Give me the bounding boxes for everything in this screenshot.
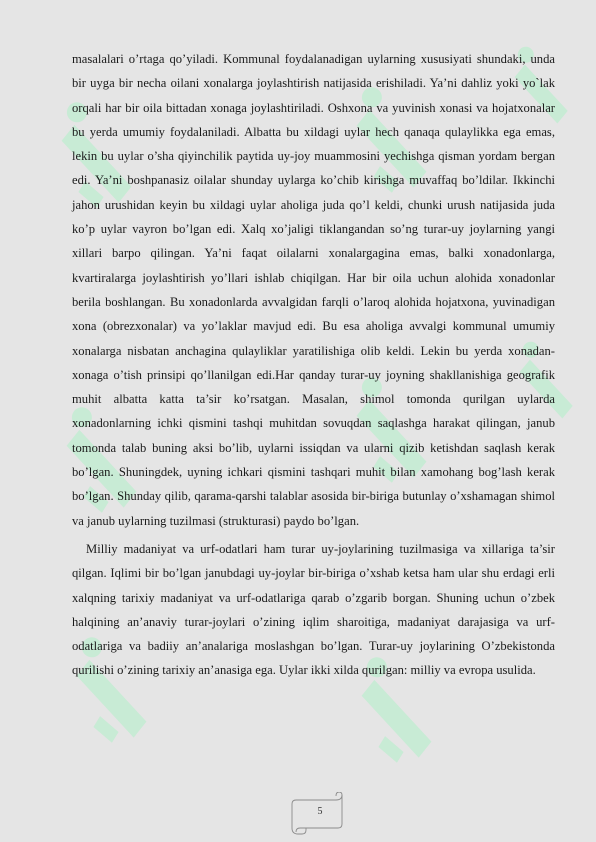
document-body — [72, 47, 555, 683]
paragraph-1: masalalari o’rtaga qo’yiladi. Kommunal foydalanadigan uylarning xususiyati shundaki, unda bir uyga bir necha oilani xonalarga joylashtirish natijasida erishiladi. Ya’ni dahliz yoki yo`lak orqali har bir oila bittadan xonaga joylashtiriladi. Oshxona va yuvinish xonasi va hojatxonalar bu yerda umumiy foydalaniladi. Albatta bu xildagi uylar hech qanaqa qulaylikka ega emas, lekin bu uylar o’sha qiyinchilik paytida uy-joy muammosini yechishga qisman yordam bergan edi. Ya’ni boshpanasiz oilalar shunday uylarga ko’chib kirishga muvaffaq bo’ldilar. Ikkinchi jahon urushidan keyin bu xildagi uylar aholiga juda qo’l keldi, chunki urush natijasida juda ko’p uylar vayron bo’lgan edi. Xalq xo’jaligi tiklangandan so’ng turar-uy joylarning yangi xillari barpo qilingan. Ya’ni faqat oilalarni xonalargagina emas, balki xonadonlarga, kvartiralarga joylashtirish yo’llari ishlab chiqilgan. Har bir oila uchun alohida xonadonlar berila boshlangan. Bu xonadonlarda avvalgidan farqli o’laroq alohida hojatxona, yuvinadigan xona (obrezxonalar) va yo’laklar mavjud edi. Bu esa aholiga avvalgi kommunal umumiy xonalarga nisbatan anchagina qulayliklar yaratilishiga olib keldi. Lekin bu yerda xonadan-xonaga o’tish prinsipi qo’llanilgan edi.Har qanday turar-uy joyning shakllanishiga geografik muhit albatta katta ta’sir ko’rsatgan. Masalan, shimol tomonda qurilgan uylarda xonadonlarning ichki qismini tashqi muhitdan sovuqdan saqlashga harakat qilingan, janub tomonda talab buning aksi bo’lib, uylarni issiqdan va ularni qizib ketishdan saqlash kerak bo’lgan. Shuningdek, uyning ichkari qismini tashqari muhit bilan xamohang bog’lash kerak bo’lgan. Shunday qilib, qarama-qarshi talablar asosida bir-biriga butunlay o’xshamagan shimol va janub uylarning tuzilmasi (strukturasi) paydo bo’lgan. — [72, 52, 555, 528]
paragraph-2: Milliy madaniyat va urf-odatlari ham turar uy-joylarining tuzilmasiga va xillariga ta’sir qilgan. Iqlimi bir bo’lgan janubdagi uy-joylar bir-biriga o’xshab ketsa ham ular shu erdagi erli xalqning tarixiy madaniyat va urf-odatlariga qarab o’zgarib borgan. Shuning uchun o’zbek halqining an’anaviy turar-joylari o’zining iqlim sharoitiga, madaniyat darajasiga va urf-odatlariga va badiiy an’analariga moslashgan bo’lgan. Turar-uy joylarining O’zbekistonda qurilishi o’zining tarixiy an’anasiga ega. Uylar ikki xilda qurilgan: milliy va evropa usulida. — [72, 541, 555, 678]
page-number-badge — [288, 792, 350, 836]
page-number: 5 — [317, 806, 323, 817]
